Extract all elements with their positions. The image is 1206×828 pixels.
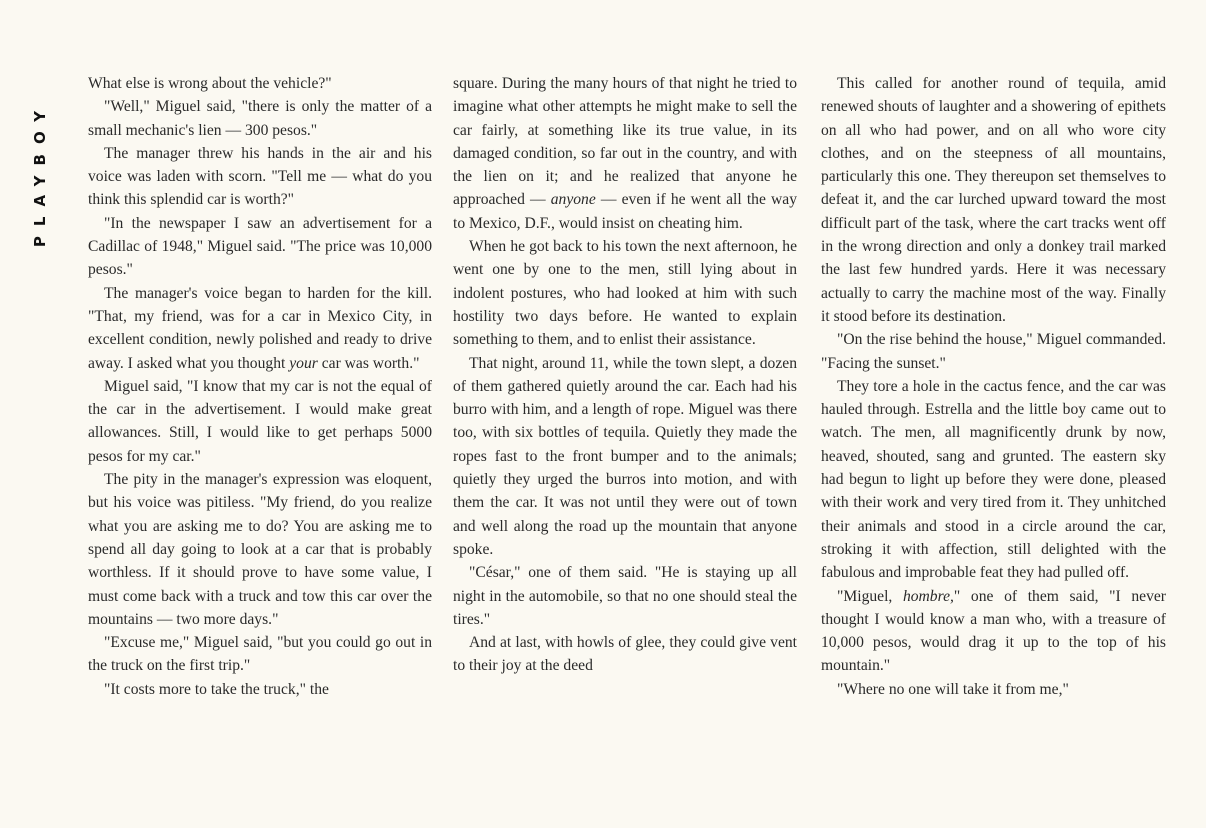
text-run: " one of them said, "I never thought I would know a man who, with a treasure of 10,000 pesos, would drag it up to the top of his mountain." bbox=[821, 587, 1166, 675]
paragraph bbox=[453, 72, 797, 235]
paragraph: This called for another round of tequila, amid renewed shouts of laughter and a showering of epithets on all who had power, and on all who wore city clothes, and on the steepness of all mountains, particularly this one. They thereupon set themselves to defeat it, and the car lurched upward toward the most difficult part of the task, where the cart tracks went off in the wrong direction and only a donkey trail marked the last few hundred yards. Here it was necessary actually to carry the machine most of the way. Finally it stood before its destination. bbox=[821, 75, 1166, 325]
paragraph: The manager threw his hands in the air and his voice was laden with scorn. "Tell me — what do you think this splendid car is worth?" bbox=[88, 144, 432, 209]
masthead-title: PLAYBOY bbox=[31, 100, 49, 248]
masthead bbox=[18, 75, 68, 275]
paragraph: "In the newspaper I saw an advertisement for a Cadillac of 1948," Miguel said. "The price was 10,000 pesos." bbox=[88, 214, 432, 279]
text-run: — even if he went all the way to Mexico, D.F., would insist on cheating him. bbox=[453, 191, 797, 232]
text-run: "Miguel, bbox=[837, 587, 903, 605]
italic-run: anyone bbox=[550, 191, 596, 209]
paragraph: They tore a hole in the cactus fence, and the car was hauled through. Estrella and the little boy came out to watch. The men, all magnificently drunk by now, heaved, shouted, sang and grunted. The eastern sky had begun to light up before they were done, pleased with their work and very tired from it. They unhitched their animals and stood in a circle around the car, stroking it with affection, still delighted with the fabulous and improbable feat they had pulled off. bbox=[821, 377, 1166, 582]
paragraph: "Well," Miguel said, "there is only the matter of a small mechanic's lien — 300 pesos." bbox=[88, 98, 432, 139]
text-column-2 bbox=[453, 72, 797, 678]
text-run: car was worth." bbox=[317, 354, 420, 372]
paragraph bbox=[88, 282, 432, 375]
italic-run: your bbox=[289, 354, 318, 372]
text-run: The manager's voice began to harden for the kill. "That, my friend, was for a car in Mexico City, in excellent condition, newly polished and ready to drive away. I asked what you thought bbox=[88, 284, 432, 372]
text-run: square. During the many hours of that night he tried to imagine what other attempts he might make to sell the car fairly, at something like its true value, in its damaged condition, so far out in the country, and with the lien on it; and he realized that anyone he approached — bbox=[453, 75, 797, 209]
paragraph: The pity in the manager's expression was eloquent, but his voice was pitiless. "My friend, do you realize what you are asking me to do? You are asking me to spend all day going to look at a car that is probably worthless. If it should prove to have some value, I must come back with a truck and tow this car over the mountains — two more days." bbox=[88, 471, 432, 628]
paragraph: "On the rise behind the house," Miguel commanded. "Facing the sunset." bbox=[821, 331, 1166, 372]
paragraph: And at last, with howls of glee, they could give vent to their joy at the deed bbox=[453, 634, 797, 675]
text-column-1 bbox=[88, 72, 432, 701]
paragraph: "Excuse me," Miguel said, "but you could go out in the truck on the first trip." bbox=[88, 634, 432, 675]
italic-run: hombre, bbox=[902, 587, 954, 605]
paragraph: "César," one of them said. "He is staying up all night in the automobile, so that no one should steal the tires." bbox=[453, 564, 797, 628]
paragraph: "Where no one will take it from me," bbox=[837, 680, 1069, 698]
text-column-3 bbox=[821, 72, 1166, 701]
paragraph: Miguel said, "I know that my car is not the equal of the car in the advertisement. I would make great allowances. Still, I would like to get perhaps 5000 pesos for my car." bbox=[88, 377, 432, 465]
paragraph: That night, around 11, while the town slept, a dozen of them gathered quietly around the car. Each had his burro with him, and a length of rope. Miguel was there too, with six bottles of tequila. Quietly they made the ropes fast to the front bumper and to the animals; quietly they urged the burros into motion, and with them the car. It was not until they were out of town and well along the road up the mountain that anyone spoke. bbox=[453, 354, 797, 558]
paragraph: "It costs more to take the truck," the bbox=[104, 680, 329, 698]
paragraph bbox=[821, 585, 1166, 678]
paragraph: When he got back to his town the next afternoon, he went one by one to the men, still lying about in indolent postures, who had looked at him with such hostility two days before. He wanted to explain something to them, and to enlist their assistance. bbox=[453, 238, 797, 349]
paragraph: What else is wrong about the vehicle?" bbox=[88, 75, 332, 92]
